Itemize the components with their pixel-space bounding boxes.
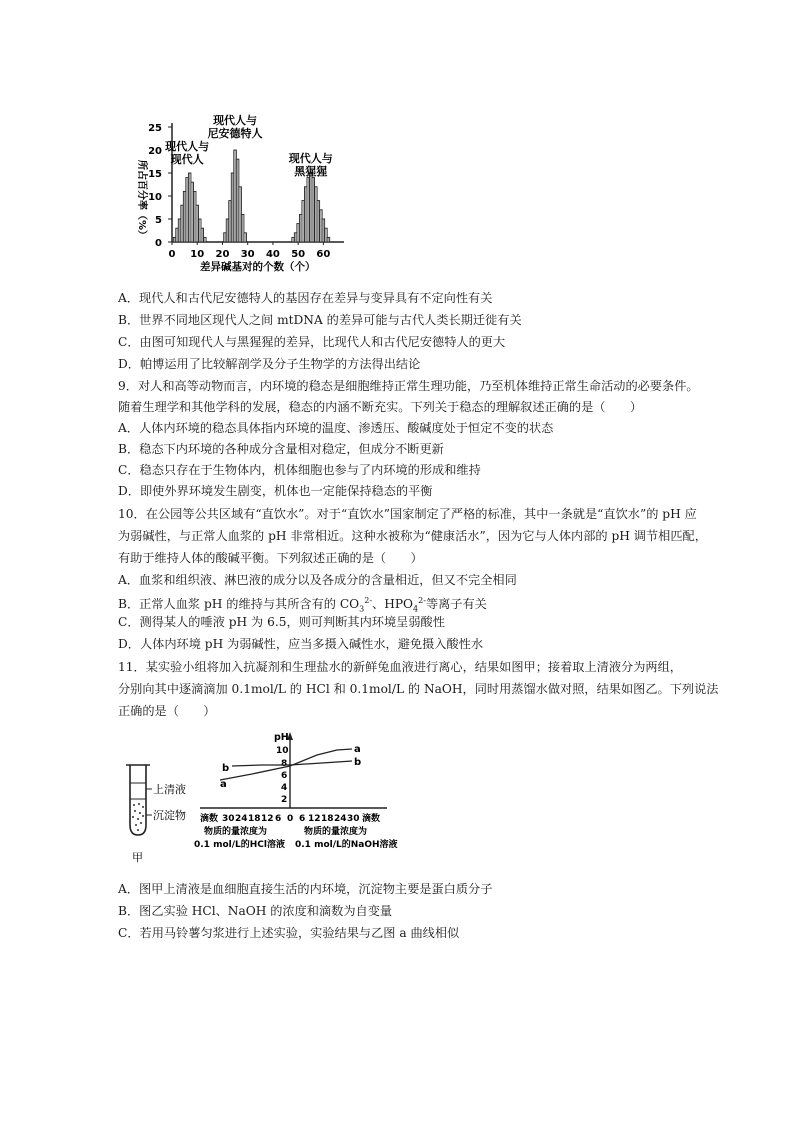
yi-left-caption-1: 物质的量浓度为 [204,827,268,837]
sediment-dots [132,803,144,831]
hist-y-tick-label: 20 [148,146,162,157]
histogram-figure [0,0,794,290]
yi-zero-tick: 0 [287,814,294,824]
hist-x-tick-label: 10 [190,249,205,260]
q10-stem-line3: 有助于维持人体的酸碱平衡。下列叙述正确的是（ ） [118,551,423,565]
caption-jia: 甲 [132,851,143,864]
q10-b-pre: B．正常人血浆 pH 的维持与其所含有的 CO [118,597,360,612]
yi-right-tick: 12 [308,814,321,824]
q8-option-d: D．帕博运用了比较解剖学及分子生物学的方法得出结论 [118,357,421,371]
hist-annotation-label: 尼安德特人 [207,127,263,140]
yi-left-tick: 30 [222,814,235,824]
q10-option-c: C．测得某人的唾液 pH 为 6.5，则可判断其内环境呈弱酸性 [118,615,445,629]
q10-option-d: D．人体内环境 pH 为弱碱性，应当多摄入碱性水，避免摄入酸性水 [118,637,484,651]
yi-ph-label: pH [274,732,289,743]
q8-option-a: A．现代人和古代尼安德特人的基因存在差异与变异具有不定向性有关 [118,291,493,305]
hist-x-tick-label: 60 [316,249,331,260]
test-tube-outline [130,765,146,835]
yi-left-axis-label: 滴数 [200,814,219,824]
hist-x-tick-label: 0 [168,249,176,260]
yi-right-tick: 24 [334,814,347,824]
yi-right-tick: 6 [299,814,306,824]
yi-left-tick: 12 [261,814,274,824]
q10-b-sub1: 3 [359,604,365,614]
q11-stem-line2: 分别向其中逐滴滴加 0.1mol/L 的 HCl 和 0.1mol/L 的 NaOH，同时用蒸馏水做对照，结果如图乙。下列说法 [118,682,719,696]
hist-annotation-label: 现代人与 [165,140,210,153]
hist-annotation-label: 现代人与 [213,114,258,127]
hist-y-tick-label: 10 [148,192,162,203]
hist-y-tick-label: 5 [155,215,162,226]
q8-option-c: C．由图可知现代人与黑猩猩的差异，比现代人和古代尼安德特人的更大 [118,335,506,349]
label-supernatant: 上清液 [153,783,186,796]
yi-y-tick: 8 [281,759,288,769]
yi-y-tick: 10 [276,746,289,756]
hist-x-tick-label: 40 [265,249,280,260]
hist-y-tick-label: 0 [155,238,162,249]
q9-stem-line1: 9．对人和高等动物而言，内环境的稳态是细胞维持正常生理功能，乃至机体维持正常生命活动的必要条件。 [118,379,699,393]
yi-right-tick: 30 [347,814,360,824]
curve-a-label-right: a [354,744,361,755]
curve-b-line [232,761,352,766]
q10-b-sup2: 2- [418,596,426,605]
yi-y-tick: 2 [281,795,288,805]
q9-option-c: C．稳态只存在于生物体内，机体细胞也参与了内环境的形成和维持 [118,463,481,477]
q10-option-a: A．血浆和组织液、淋巴液的成分以及各成分的含量相近，但又不完全相同 [118,573,517,587]
q10-b-sup1: 2- [364,596,373,605]
curve-b-label-right: b [354,757,362,768]
hist-y-tick-label: 25 [148,123,162,134]
curve-b-label-left: b [222,763,230,774]
q11-stem-line1: 11．某实验小组将加入抗凝剂和生理盐水的新鲜兔血液进行离心，结果如图甲；接着取上清液分为两组， [118,660,682,674]
yi-y-tick: 4 [281,783,288,793]
yi-y-tick: 6 [281,771,288,781]
figure-yi-ph-chart [192,728,412,858]
q10-b-mid: 、HPO [372,597,414,612]
hist-annotation-label: 现代人与 [288,152,333,165]
yi-right-caption-1: 物质的量浓度为 [304,827,368,837]
hist-x-tick-label: 50 [291,249,306,260]
yi-right-caption-2: 0.1 mol/L的NaOH溶液 [295,840,398,850]
yi-left-tick: 6 [275,814,282,824]
q10-stem-line2: 为弱碱性，与正常人血浆的 pH 非常相近。这种水被称为“健康活水”，因为它与人体内部的 pH 调节相匹配， [118,529,707,543]
q11-option-a: A．图甲上清液是血细胞直接生活的内环境，沉淀物主要是蛋白质分子 [118,882,493,896]
q10-b-post: 等离子有关 [425,597,487,612]
q9-stem-line2: 随着生理学和其他学科的发展，稳态的内涵不断充实。下列关于稳态的理解叙述正确的是（ ） [118,400,643,414]
yi-right-axis-label: 滴数 [362,814,381,824]
q9-option-d: D．即使外界环境发生剧变，机体也一定能保持稳态的平衡 [118,484,433,498]
hist-xlabel: 差异碱基对的个数（个） [200,261,316,273]
label-sediment: 沉淀物 [153,809,186,822]
q10-b-sub2: 4 [413,604,419,614]
q11-stem-line3: 正确的是（ ） [118,704,216,718]
hist-annotation-label: 现代人 [170,153,204,166]
curve-a-label-left: a [220,779,227,790]
q9-option-a: A．人体内环境的稳态具体指内环境的温度、渗透压、酸碱度处于恒定不变的状态 [118,421,554,435]
q11-option-b: B．图乙实验 HCl、NaOH 的浓度和滴数为自变量 [118,904,393,918]
hist-x-tick-label: 30 [240,249,255,260]
q11-option-c: C．若用马铃薯匀浆进行上述实验，实验结果与乙图 a 曲线相似 [118,926,460,940]
yi-right-tick: 18 [321,814,334,824]
q8-option-b: B．世界不同地区现代人之间 mtDNA 的差异可能与古代人类长期迁徙有关 [118,313,522,327]
yi-x-ticks [200,812,380,824]
yi-left-caption-2: 0.1 mol/L的HCl溶液 [194,840,285,850]
q9-option-b: B．稳态下内环境的各种成分含量相对稳定，但成分不断更新 [118,442,444,456]
yi-left-tick: 18 [248,814,261,824]
yi-y-ticks [276,746,289,805]
hist-y-tick-label: 15 [148,169,162,180]
hist-x-tick-label: 20 [215,249,230,260]
hist-annotation-label: 黑猩猩 [294,165,328,178]
hist-ylabel: 所占百分率（%） [136,160,147,241]
yi-captions [194,825,398,850]
yi-left-tick: 24 [235,814,248,824]
q10-stem-line1: 10．在公园等公共区域有“直饮水”。对于“直饮水”国家制定了严格的标准，其中一条就是“直饮水”的 pH 应 [118,507,697,521]
